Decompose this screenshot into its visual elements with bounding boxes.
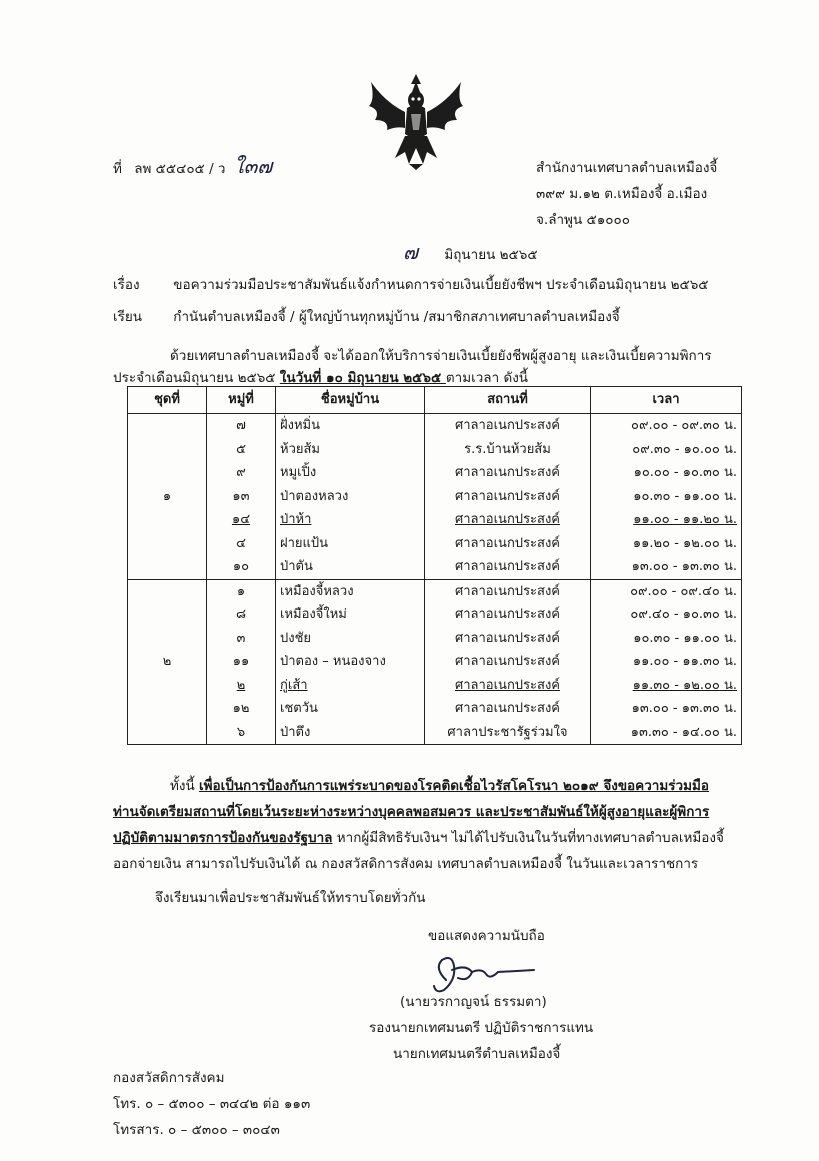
- table-row: [128, 627, 742, 651]
- time: ๐๙.๐๐ - ๐๙.๓๐ น.: [591, 414, 742, 438]
- footer-fax: โทรสาร. ๐ – ๕๓๐๐ – ๓๐๔๓: [113, 1122, 280, 1138]
- place: ศาลาประชารัฐร่วมใจ: [425, 721, 591, 745]
- moo-number: ๑๔: [207, 508, 276, 532]
- reference-number: [113, 150, 272, 182]
- place: ศาลาอเนกประสงค์: [425, 627, 591, 651]
- reference-code: ลพ ๕๕๔๐๕ / ว: [134, 161, 226, 177]
- intro-line2: [113, 366, 528, 388]
- header-place: สถานที่: [425, 387, 591, 414]
- village-name: ป่าตัน: [276, 555, 425, 579]
- time: ๑๑.๓๐ - ๑๒.๐๐ น.: [591, 674, 742, 698]
- village-name: ห้วยส้ม: [276, 438, 425, 462]
- table-row: [128, 650, 742, 674]
- table-row: [128, 508, 742, 532]
- village-name: ป่าตึง: [276, 721, 425, 745]
- village-name: ป่าตองหลวง: [276, 485, 425, 509]
- time: ๑๑.๐๐ - ๑๑.๓๐ น.: [591, 650, 742, 674]
- sender-address-line1: ๓๙๙ ม.๑๒ ต.เหมืองจี้ อ.เมือง: [536, 186, 708, 202]
- time: ๐๙.๐๐ - ๐๙.๔๐ น.: [591, 579, 742, 603]
- date-month-year: มิถุนายน ๒๕๖๕: [444, 247, 538, 263]
- time: ๑๑.๐๐ - ๑๑.๒๐ น.: [591, 508, 742, 532]
- signer-position1: รองนายกเทศมนตรี ปฏิบัติราชการแทน: [369, 1020, 594, 1036]
- subject-label: เรื่อง: [113, 277, 140, 293]
- village-name: กู่เส้า: [276, 674, 425, 698]
- signer-name: (นายวรกาญจน์ ธรรมตา): [400, 994, 547, 1010]
- body-line1: [170, 774, 709, 796]
- header-village: ชื่อหมู่บ้าน: [276, 387, 425, 414]
- header-moo: หมู่ที่: [207, 387, 276, 414]
- moo-number: ๓: [207, 627, 276, 651]
- recipient-label: เรียน: [113, 309, 143, 325]
- handwritten-reference-number: ใ๓๗: [233, 154, 273, 178]
- table-row: [128, 721, 742, 745]
- village-name: ฝายแป้น: [276, 532, 425, 556]
- time: ๑๐.๓๐ - ๑๑.๐๐ น.: [591, 485, 742, 509]
- government-measures-highlight: ปฏิบัติตามมาตรการป้องกันของรัฐบาล: [113, 830, 333, 846]
- letter-date: [403, 236, 538, 268]
- subject-line: [113, 273, 709, 295]
- time: ๑๑.๒๐ - ๑๒.๐๐ น.: [591, 532, 742, 556]
- closing-salutation: ขอแสดงความนับถือ: [428, 928, 545, 944]
- body-line3-part-b: หากผู้มีสิทธิรับเงินฯ ไม่ได้ไปรับเงินในวันที่ทางเทศบาลตำบลเหมืองจี้: [332, 830, 724, 846]
- header-set: ชุดที่: [128, 387, 207, 414]
- body-line1-part-a: ทั้งนี้: [170, 778, 200, 794]
- moo-number: ๖: [207, 721, 276, 745]
- body-line3: [113, 826, 724, 848]
- table-row: [128, 532, 742, 556]
- place: ศาลาอเนกประสงค์: [425, 532, 591, 556]
- moo-number: ๑: [207, 579, 276, 603]
- table-row: [128, 438, 742, 462]
- subject-text: ขอความร่วมมือประชาสัมพันธ์แจ้งกำหนดการจ่ายเงินเบี้ยยังชีพฯ ประจำเดือนมิถุนายน ๒๕๖๕: [173, 277, 709, 293]
- time: ๑๐.๐๐ - ๑๐.๓๐ น.: [591, 461, 742, 485]
- place: ศาลาอเนกประสงค์: [425, 508, 591, 532]
- place: ศาลาอเนกประสงค์: [425, 485, 591, 509]
- moo-number: ๒: [207, 674, 276, 698]
- table-row: [128, 555, 742, 579]
- moo-number: ๗: [207, 414, 276, 438]
- moo-number: ๙: [207, 461, 276, 485]
- village-name: หมูเปิ้ง: [276, 461, 425, 485]
- footer-telephone: โทร. ๐ – ๕๓๐๐ – ๓๔๔๒ ต่อ ๑๑๓: [113, 1096, 311, 1112]
- table-row: [128, 461, 742, 485]
- body-line2: ท่านจัดเตรียมสถานที่โดยเว้นระยะห่างระหว่างบุคคลพอสมควร และประชาสัมพันธ์ให้ผู้สูงอายุและผู้พิการ: [113, 804, 710, 820]
- time: ๑๓.๓๐ - ๑๔.๐๐ น.: [591, 721, 742, 745]
- intro-line1: ด้วยเทศบาลตำบลเหมืองจี้ จะได้ออกให้บริการจ่ายเงินเบี้ยยังชีพผู้สูงอายุ และเงินเบี้ยความพิการ: [170, 348, 712, 364]
- moo-number: ๑๐: [207, 555, 276, 579]
- set-number: ๑: [128, 414, 207, 580]
- place: ศาลาอเนกประสงค์: [425, 603, 591, 627]
- table-row: [128, 414, 742, 438]
- table-row: [128, 697, 742, 721]
- table-row: [128, 603, 742, 627]
- time: ๑๓.๐๐ - ๑๓.๓๐ น.: [591, 697, 742, 721]
- handwritten-day: ๗: [403, 240, 419, 264]
- intro-line2-part-c: ตามเวลา ดังนี้: [445, 370, 529, 386]
- place: ร.ร.บ้านห้วยส้ม: [425, 438, 591, 462]
- village-name: เหมืองจี้ใหม่: [276, 603, 425, 627]
- place: ศาลาอเนกประสงค์: [425, 579, 591, 603]
- village-name: เชตวัน: [276, 697, 425, 721]
- place: ศาลาอเนกประสงค์: [425, 555, 591, 579]
- village-name: เหมืองจี้หลวง: [276, 579, 425, 603]
- place: ศาลาอเนกประสงค์: [425, 414, 591, 438]
- intro-line2-part-a: ประจำเดือนมิถุนายน ๒๕๖๕: [113, 370, 280, 386]
- village-name: ป่าตอง – หนองจาง: [276, 650, 425, 674]
- table-row: [128, 674, 742, 698]
- closing-paragraph: จึงเรียนมาเพื่อประชาสัมพันธ์ให้ทราบโดยทั่วกัน: [155, 890, 426, 906]
- moo-number: ๑๒: [207, 697, 276, 721]
- signer-position2: นายกเทศมนตรีตำบลเหมืองจี้: [393, 1046, 561, 1062]
- recipient-line: [113, 305, 620, 327]
- time: ๑๐.๓๐ - ๑๑.๐๐ น.: [591, 627, 742, 651]
- village-name: ฝั่งหมิ่น: [276, 414, 425, 438]
- moo-number: ๘: [207, 603, 276, 627]
- table-row: [128, 485, 742, 509]
- recipient-text: กำนันตำบลเหมืองจี้ / ผู้ใหญ่บ้านทุกหมู่บ้าน /สมาชิกสภาเทศบาลตำบลเหมืองจี้: [173, 309, 620, 325]
- reference-label: ที่: [113, 161, 122, 177]
- sender-office: สำนักงานเทศบาลตำบลเหมืองจี้: [536, 160, 718, 176]
- moo-number: ๔: [207, 532, 276, 556]
- footer-department: กองสวัสดิการสังคม: [113, 1070, 225, 1086]
- place: ศาลาอเนกประสงค์: [425, 697, 591, 721]
- moo-number: ๕: [207, 438, 276, 462]
- table-row: [128, 579, 742, 603]
- village-name: ป่าห้า: [276, 508, 425, 532]
- time: ๐๙.๔๐ - ๑๐.๓๐ น.: [591, 603, 742, 627]
- time: ๐๙.๓๐ - ๑๐.๐๐ น.: [591, 438, 742, 462]
- time: ๑๓.๐๐ - ๑๓.๓๐ น.: [591, 555, 742, 579]
- sender-address-line2: จ.ลำพูน ๕๑๐๐๐: [536, 212, 630, 228]
- body-line4: ออกจ่ายเงิน สามารถไปรับเงินได้ ณ กองสวัสดิการสังคม เทศบาลตำบลเหมืองจี้ ในวันและเวลาราชการ: [113, 856, 699, 872]
- set-number: ๒: [128, 579, 207, 745]
- header-time: เวลา: [591, 387, 742, 414]
- village-name: ปงชัย: [276, 627, 425, 651]
- moo-number: ๑๓: [207, 485, 276, 509]
- place: ศาลาอเนกประสงค์: [425, 674, 591, 698]
- moo-number: ๑๑: [207, 650, 276, 674]
- place: ศาลาอเนกประสงค์: [425, 461, 591, 485]
- table-header-row: [128, 387, 742, 414]
- payment-schedule-table: [127, 386, 742, 745]
- payment-date-highlight: ในวันที่ ๑๐ มิถุนายน ๒๕๖๕: [279, 370, 446, 386]
- covid-prevention-highlight: เพื่อเป็นการป้องกันการแพร่ระบาดของโรคติดเชื้อไวรัสโคโรนา ๒๐๑๙ จึงขอความร่วมมือ: [199, 778, 709, 794]
- garuda-emblem-icon: [365, 72, 467, 172]
- place: ศาลาอเนกประสงค์: [425, 650, 591, 674]
